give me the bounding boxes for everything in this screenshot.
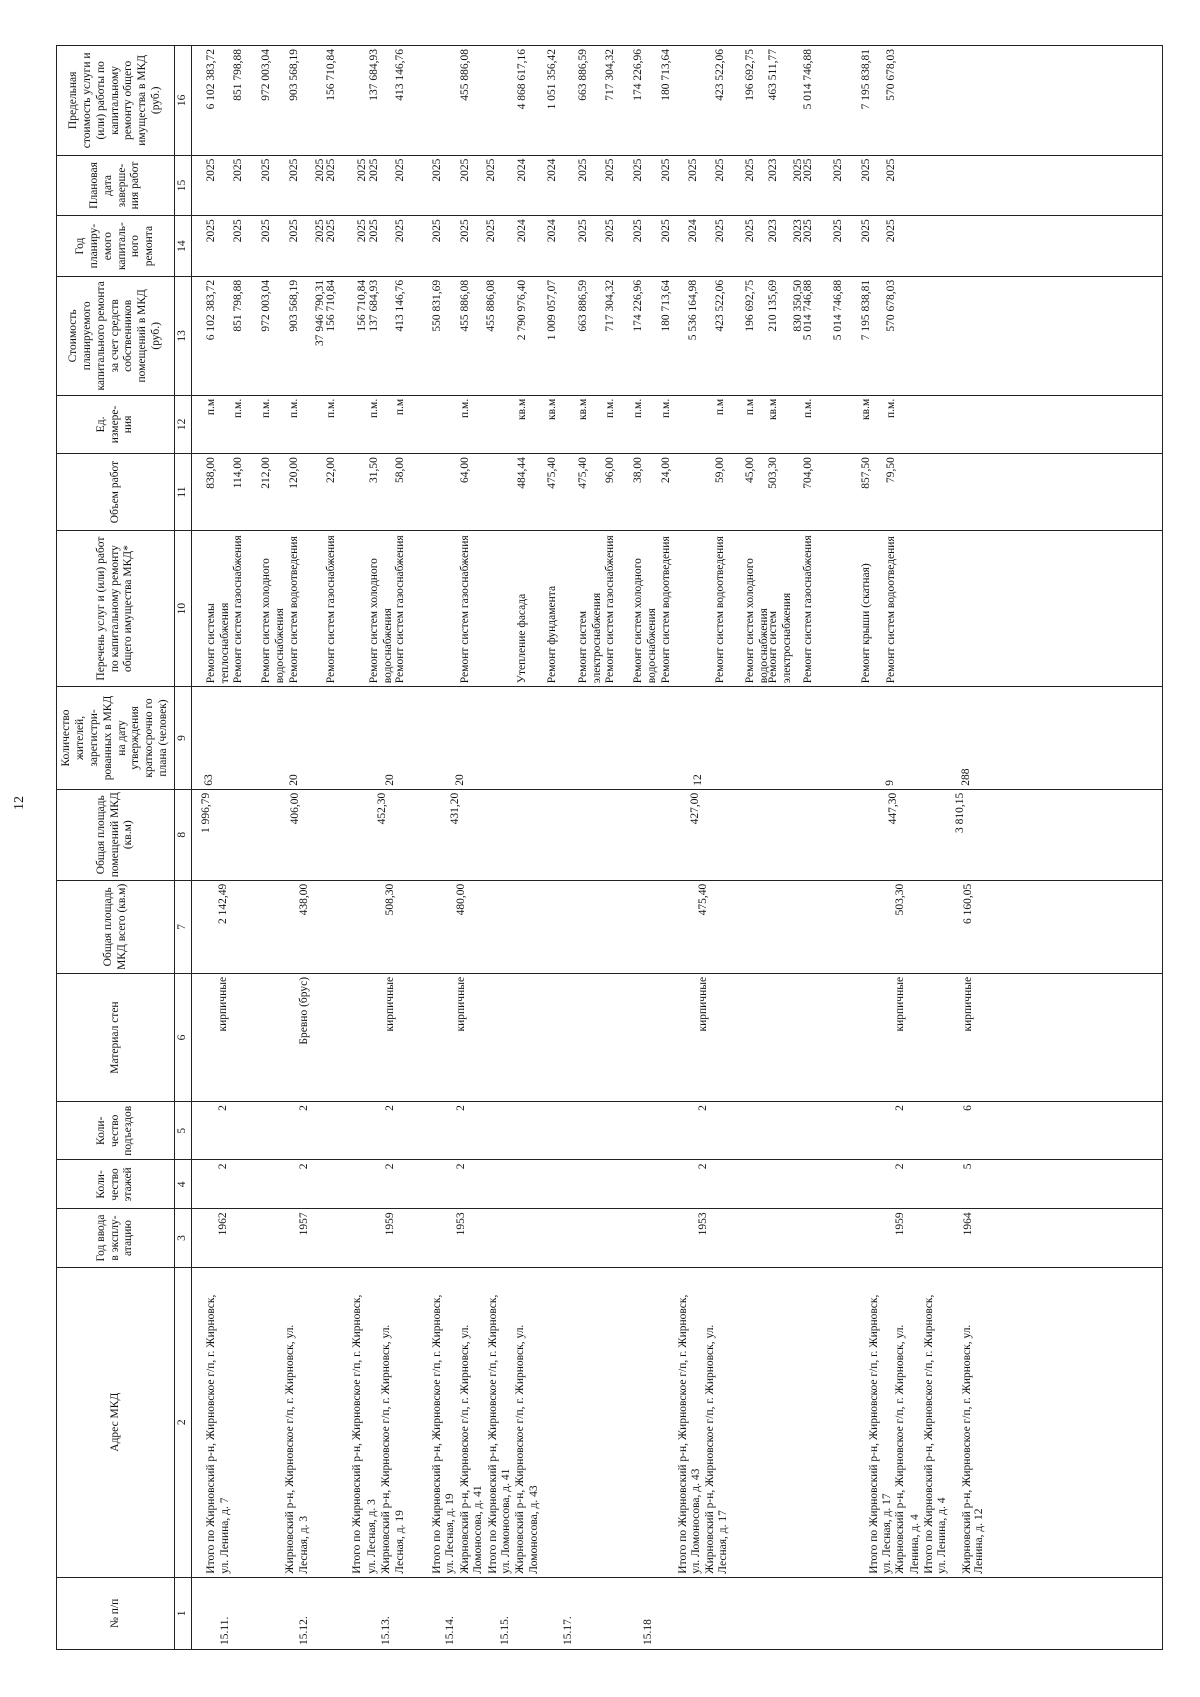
cell-text: 2025 (288, 158, 300, 182)
cell-text: Ремонт систем газоснабжения (232, 535, 244, 684)
header-row (57, 46, 175, 1650)
cell-text: ул. Ленина, д. 7 (219, 1497, 231, 1574)
cell-text: п.м (205, 398, 217, 416)
cell-text: п.м (394, 398, 406, 416)
column-number: 12 (175, 395, 192, 453)
cell-text: 406,00 (289, 792, 301, 825)
cell-text: ул. Ленина, д. 4 (936, 1497, 948, 1574)
cell-text: 972 003,04 (260, 279, 272, 332)
cell-text: 37 946 790,31 (314, 279, 326, 347)
header-cell: Коли-чество этажей (57, 1160, 175, 1209)
cell-text: 5 014 746,88 (802, 279, 814, 341)
cell-text: 851 798,88 (232, 279, 244, 332)
cell-text: 31,50 (368, 457, 380, 483)
cell-text: кирпичные (217, 976, 229, 1032)
column-body (192, 880, 1163, 973)
cell-text: 484,44 (516, 457, 528, 489)
cell-text: 2025 (368, 158, 380, 182)
header-cell: Общая площадь МКД всего (кв.м) (57, 880, 175, 973)
cell-text: 838,00 (205, 457, 217, 489)
cell-text: 2025 (459, 158, 471, 182)
cell-text: 6 102 383,72 (205, 279, 217, 341)
cell-text: Утепление фасада (516, 593, 528, 684)
cell-text: 5 536 164,98 (687, 279, 699, 341)
cell-text: 2025 (792, 158, 804, 182)
cell-text: 427,00 (689, 792, 701, 825)
cell-text: Жирновский р-н, Жирновское г/п, г. Жирновск, ул. (284, 1324, 296, 1574)
cell-text: 2024 (516, 219, 528, 243)
column-body (192, 1577, 1163, 1649)
cell-text: 2025 (802, 158, 814, 182)
column-body (192, 395, 1163, 453)
cell-text: 2025 (802, 219, 814, 243)
cell-text: 2025 (232, 158, 244, 182)
cell-text: 2 (894, 1163, 906, 1170)
cell-text: п.м (744, 398, 756, 416)
cell-text: Итого по Жирновский р-н, Жирновское г/п, г. Жирновск, (431, 1294, 443, 1574)
column-number: 4 (175, 1160, 192, 1209)
cell-text: 20 (454, 774, 466, 786)
cell-text: 438,00 (298, 883, 310, 916)
cell-text: 2025 (356, 158, 368, 182)
cell-text: п.м. (604, 398, 616, 418)
header-cell: Коли-чество подъездов (57, 1102, 175, 1160)
column-body (192, 973, 1163, 1101)
cell-text: 2 142,49 (217, 883, 229, 924)
cell-text: 5 (962, 1163, 974, 1170)
cell-text: Итого по Жирновский р-н, Жирновское г/п, г. Жирновск, (351, 1294, 363, 1574)
cell-text: 2025 (860, 219, 872, 243)
cell-text: Ремонт систем холодного водоснабжения (260, 558, 286, 684)
cell-text: 174 226,96 (632, 49, 644, 101)
cell-text: Итого по Жирновский р-н, Жирновское г/п, г. Жирновск, (868, 1294, 880, 1574)
cell-text: 663 886,59 (577, 49, 589, 101)
cell-text: Жирновский р-н, Жирновское г/п, г. Жирновск, ул. (514, 1324, 526, 1574)
cell-text: Жирновский р-н, Жирновское г/п, г. Жирновск, ул. (961, 1324, 973, 1574)
cell-text: Жирновский р-н, Жирновское г/п, г. Жирновск, ул. (380, 1324, 392, 1574)
cell-text: 196 692,75 (744, 49, 756, 101)
cell-text: 2025 (604, 219, 616, 243)
cell-text: п.м. (368, 398, 380, 418)
cell-text: 2025 (885, 158, 897, 182)
cell-text: кв.м (767, 398, 779, 420)
cell-text: 413 146,76 (394, 279, 406, 332)
cell-text: п.м. (802, 398, 814, 418)
cell-text: кирпичные (894, 976, 906, 1032)
cell-text: Лесная, д. 19 (394, 1510, 406, 1574)
cell-text: Ремонт систем газоснабжения (325, 535, 337, 684)
header-cell: Год планиру-емого капиталь-ного ремонта (57, 216, 175, 277)
cell-text: кв.м (516, 398, 528, 420)
cell-text: 20 (288, 774, 300, 786)
cell-text: 2 (894, 1105, 906, 1111)
header-cell: Год ввода в эксплу-атацию (57, 1209, 175, 1267)
column-body (192, 1102, 1163, 1160)
cell-text: 857,50 (860, 457, 872, 489)
cell-text: 156 710,84 (325, 279, 337, 332)
cell-text: Ремонт систем газоснабжения (459, 535, 471, 684)
cell-text: 1953 (455, 1212, 467, 1236)
column-number: 2 (175, 1267, 192, 1577)
column-number: 16 (175, 46, 192, 156)
cell-text: 20 (384, 774, 396, 786)
cell-text: Жирновский р-н, Жирновское г/п, г. Жирновск, ул. (704, 1324, 716, 1574)
column-number: 14 (175, 216, 192, 277)
cell-text: 38,00 (632, 457, 644, 483)
cell-text: 2 (298, 1105, 310, 1111)
cell-text: 2025 (744, 219, 756, 243)
cell-text: 455 886,08 (459, 279, 471, 332)
cell-text: 2 (384, 1105, 396, 1111)
cell-text: п.м. (325, 398, 337, 418)
cell-text: 972 003,04 (260, 49, 272, 101)
cell-text: 12 (692, 774, 704, 786)
cell-text: 2025 (459, 219, 471, 243)
cell-text: 15.15. (499, 1616, 511, 1645)
column-body (192, 530, 1163, 686)
cell-text: 2025 (860, 158, 872, 182)
cell-text: Ремонт систем холодного водоснабжения (368, 558, 394, 684)
cell-text: 452,30 (376, 792, 388, 825)
cell-text: ул. Ломоносова, д. 41 (500, 1468, 512, 1574)
cell-text: кв.м (860, 398, 872, 420)
cell-text: Ремонт системы теплоснабжения (205, 602, 231, 684)
cell-text: 2025 (260, 158, 272, 182)
cell-text: 717 304,32 (604, 49, 616, 101)
cell-text: 2024 (546, 158, 558, 182)
cell-text: Жирновский р-н, Жирновское г/п, г. Жирновск, ул. (459, 1324, 471, 1574)
cell-text: 15.14. (444, 1616, 456, 1645)
column-body (192, 1267, 1163, 1577)
column-number: 5 (175, 1102, 192, 1160)
cell-text: Итого по Жирновский р-н, Жирновское г/п, г. Жирновск, (677, 1294, 689, 1574)
column-body (192, 1160, 1163, 1209)
cell-text: п.м. (260, 398, 272, 418)
cell-text: 717 304,32 (604, 279, 616, 332)
cell-text: 2025 (485, 158, 497, 182)
cell-text: 64,00 (459, 457, 471, 483)
cell-text: 212,00 (260, 457, 272, 489)
cell-text: ул. Лесная, д. 3 (366, 1499, 378, 1574)
header-cell: Количество жителей, зарегистри-рованных в МКД на дату утверждения краткосрочно го плана (человек) (57, 687, 175, 790)
cell-text: Ремонт крыши (скатная) (860, 563, 872, 684)
cell-text: 15.17. (562, 1616, 574, 1645)
cell-text: Ремонт систем водоотведения (660, 536, 672, 684)
cell-text: 2023 (792, 219, 804, 243)
cell-text: п.м. (885, 398, 897, 418)
column-number: 7 (175, 880, 192, 973)
cell-text: ул. Ломоносова, д. 43 (690, 1468, 702, 1574)
cell-text: кирпичные (455, 976, 467, 1032)
cell-text: Ленина, д. 12 (973, 1508, 985, 1574)
cell-text: 2025 (714, 158, 726, 182)
cell-text: 2 (697, 1163, 709, 1170)
column-body (192, 276, 1163, 395)
cell-text: 180 713,64 (660, 279, 672, 332)
cell-text: 15.11. (219, 1616, 231, 1645)
cell-text: 2 (697, 1105, 709, 1111)
column-body (192, 46, 1163, 156)
cell-text: 1 009 057,07 (546, 279, 558, 341)
header-cell: Предельная стоимость услуги и (или) работы по капитальному ремонту общего имущества в МКД (руб.) (57, 46, 175, 156)
cell-text: 6 102 383,72 (205, 49, 217, 110)
cell-text: 2025 (325, 219, 337, 243)
cell-text: п.м. (232, 398, 244, 418)
column-number: 10 (175, 530, 192, 686)
cell-text: 455 886,08 (485, 279, 497, 332)
cell-text: 423 522,06 (714, 279, 726, 332)
cell-text: 2024 (516, 158, 528, 182)
cell-text: 2025 (260, 219, 272, 243)
cell-text: Лесная, д. 3 (298, 1515, 310, 1574)
cell-text: п.м. (632, 398, 644, 418)
column-number: 8 (175, 789, 192, 880)
cell-text: 2025 (687, 158, 699, 182)
cell-text: 508,30 (384, 883, 396, 916)
cell-text: 475,40 (577, 457, 589, 489)
cell-text: 63 (203, 774, 215, 786)
cell-text: кирпичные (697, 976, 709, 1032)
cell-text: 550 831,69 (431, 279, 443, 332)
cell-text: 2 (217, 1163, 229, 1170)
cell-text: 3 810,15 (954, 792, 966, 834)
column-number: 15 (175, 155, 192, 216)
cell-text: 413 146,76 (394, 49, 406, 101)
cell-text: 45,00 (744, 457, 756, 483)
cell-text: 96,00 (604, 457, 616, 483)
cell-text: 851 798,88 (232, 49, 244, 101)
cell-text: 503,30 (767, 457, 779, 489)
column-number: 1 (175, 1577, 192, 1649)
cell-text: 137 684,93 (368, 279, 380, 332)
cell-text: 24,00 (660, 457, 672, 483)
cell-text: 830 350,50 (792, 279, 804, 332)
cell-text: 570 678,03 (885, 49, 897, 101)
column-body (192, 216, 1163, 277)
cell-text: 1964 (962, 1212, 974, 1236)
column-number: 13 (175, 276, 192, 395)
cell-text: 431,20 (449, 792, 461, 825)
header-cell: Стоимость планируемого капитального ремонта за счет средств собственников помещений в МКД (руб.) (57, 276, 175, 395)
cell-text: 2 (217, 1105, 229, 1111)
cell-text: 7 195 838,81 (860, 49, 872, 110)
header-cell: Адрес МКД (57, 1267, 175, 1577)
cell-text: 475,40 (697, 883, 709, 916)
column-body (192, 454, 1163, 531)
cell-text: 156 710,84 (356, 279, 368, 332)
header-cell: Объем работ (57, 454, 175, 531)
cell-text: п.м. (660, 398, 672, 418)
cell-text: 423 522,06 (714, 49, 726, 101)
cell-text: 2025 (485, 219, 497, 243)
cell-text: 2 (384, 1163, 396, 1170)
cell-text: ул. Лесная, д. 17 (881, 1493, 893, 1574)
cell-text: 2025 (431, 158, 443, 182)
cell-text: Ремонт систем водоотведения (714, 536, 726, 684)
cell-text: 7 195 838,81 (860, 279, 872, 341)
column-body (192, 687, 1163, 790)
cell-text: 210 135,69 (767, 279, 779, 332)
column-body (192, 155, 1163, 216)
cell-text: Ломоносова, д. 41 (472, 1485, 484, 1574)
column-number-row (175, 46, 192, 1650)
cell-text: 1962 (217, 1212, 229, 1236)
cell-text: 2 (298, 1163, 310, 1170)
cell-text: 79,50 (885, 457, 897, 483)
cell-text: 180 713,64 (660, 49, 672, 101)
column-body (192, 789, 1163, 880)
cell-text: 2 (455, 1163, 467, 1170)
cell-text: 15.13. (380, 1616, 392, 1645)
cell-text: Итого по Жирновский р-н, Жирновское г/п, г. Жирновск, (487, 1294, 499, 1574)
cell-text: 120,00 (288, 457, 300, 489)
cell-text: Ремонт систем холодного водоснабжения (632, 558, 658, 684)
cell-text: 58,00 (394, 457, 406, 483)
cell-text: 1959 (384, 1212, 396, 1236)
cell-text: 2024 (687, 219, 699, 243)
cell-text: Ремонт систем газоснабжения (802, 535, 814, 684)
cell-text: Ленина, д. 4 (909, 1514, 921, 1574)
cell-text: Ремонт систем газоснабжения (394, 535, 406, 684)
cell-text: п.м. (459, 398, 471, 418)
cell-text: 15.12. (298, 1616, 310, 1645)
cell-text: 1 051 356,42 (546, 49, 558, 110)
cell-text: 6 (962, 1105, 974, 1111)
cell-text: 2025 (885, 219, 897, 243)
cell-text: 2025 (205, 219, 217, 243)
cell-text: Ремонт систем электроснабжения (767, 592, 793, 684)
cell-text: 2025 (314, 158, 326, 182)
cell-text: кв.м (546, 398, 558, 420)
cell-text: Итого по Жирновский р-н, Жирновское г/п, г. Жирновск, (205, 1294, 217, 1574)
column-number: 11 (175, 454, 192, 531)
cell-text: 2025 (431, 219, 443, 243)
cell-text: 5 014 746,88 (832, 279, 844, 341)
cell-text: 2025 (604, 158, 616, 182)
cell-text: 903 568,19 (288, 49, 300, 101)
cell-text: 288 (960, 768, 972, 786)
cell-text: Ремонт систем водоотведения (288, 536, 300, 684)
header-cell: Плановая дата заверше-ния работ (57, 155, 175, 216)
cell-text: 475,40 (546, 457, 558, 489)
cell-text: Ломоносова, д. 43 (528, 1485, 540, 1574)
cell-text: 2025 (660, 219, 672, 243)
cell-text: 2025 (744, 158, 756, 182)
cell-text: п.м (714, 398, 726, 416)
cell-text: 4 868 617,16 (516, 49, 528, 110)
cell-text: 2025 (660, 158, 672, 182)
header-cell: Общая площадь помещений МКД (кв.м) (57, 789, 175, 880)
cell-text: 6 160,05 (962, 883, 974, 924)
cell-text: 5 014 746,88 (802, 49, 814, 110)
cell-text: 2025 (368, 219, 380, 243)
cell-text: 1953 (697, 1212, 709, 1236)
cell-text: Жирновский р-н, Жирновское г/п, г. Жирновск, ул. (894, 1324, 906, 1574)
capital-repair-table (56, 45, 1163, 1650)
cell-text: 114,00 (232, 457, 244, 489)
cell-text: 2025 (394, 219, 406, 243)
cell-text: Бревно (брус) (298, 976, 310, 1045)
cell-text: 9 (884, 780, 896, 786)
cell-text: Ремонт систем холодного водоснабжения (744, 558, 770, 684)
cell-text: Ремонт систем электроснабжения (577, 592, 603, 684)
cell-text: 196 692,75 (744, 279, 756, 332)
cell-text: 2025 (632, 219, 644, 243)
cell-text: 570 678,03 (885, 279, 897, 332)
cell-text: Итого по Жирновский р-н, Жирновское г/п, г. Жирновск, (923, 1294, 935, 1574)
cell-text: 15.18 (642, 1619, 654, 1645)
column-number: 9 (175, 687, 192, 790)
rotated-table-wrapper (56, 45, 1161, 1650)
cell-text: 2025 (314, 219, 326, 243)
header-cell: Материал стен (57, 973, 175, 1101)
cell-text: 137 684,93 (368, 49, 380, 101)
cell-text: 2025 (577, 158, 589, 182)
cell-text: 1 996,79 (200, 792, 212, 834)
table-body-row (192, 46, 1163, 1650)
cell-text: 2025 (356, 219, 368, 243)
cell-text: 480,00 (455, 883, 467, 916)
cell-text: Ремонт систем газоснабжения (604, 535, 616, 684)
cell-text: 156 710,84 (325, 49, 337, 101)
cell-text: 2025 (288, 219, 300, 243)
cell-text: ул. Лесная, д. 19 (444, 1493, 456, 1574)
column-number: 3 (175, 1209, 192, 1267)
cell-text: 903 568,19 (288, 279, 300, 332)
cell-text: 455 886,08 (459, 49, 471, 101)
cell-text: 2023 (767, 158, 779, 182)
cell-text: 2 (455, 1105, 467, 1111)
cell-text: 2025 (394, 158, 406, 182)
cell-text: 22,00 (325, 457, 337, 483)
cell-text: 1959 (894, 1212, 906, 1236)
cell-text: 2025 (832, 219, 844, 243)
cell-text: 2024 (546, 219, 558, 243)
cell-text: 174 226,96 (632, 279, 644, 332)
cell-text: 1957 (298, 1212, 310, 1236)
cell-text: 463 511,77 (767, 49, 779, 101)
cell-text: 2025 (714, 219, 726, 243)
cell-text: 2025 (832, 158, 844, 182)
column-body (192, 1209, 1163, 1267)
header-cell: Ед. измере-ния (57, 395, 175, 453)
cell-text: п.м. (288, 398, 300, 418)
cell-text: 704,00 (802, 457, 814, 489)
cell-text: Ремонт фундамента (546, 585, 558, 684)
cell-text: 2025 (205, 158, 217, 182)
cell-text: 59,00 (714, 457, 726, 483)
cell-text: 2025 (632, 158, 644, 182)
cell-text: 2023 (767, 219, 779, 243)
cell-text: Ремонт систем водоотведения (885, 536, 897, 684)
cell-text: 2025 (325, 158, 337, 182)
cell-text: Лесная, д. 17 (717, 1510, 729, 1574)
cell-text: 2025 (232, 219, 244, 243)
cell-text: 447,30 (887, 792, 899, 825)
column-number: 6 (175, 973, 192, 1101)
cell-text: кв.м (577, 398, 589, 420)
cell-text: кирпичные (962, 976, 974, 1032)
cell-text: 503,30 (894, 883, 906, 916)
cell-text: кирпичные (384, 976, 396, 1032)
cell-text: 2025 (577, 219, 589, 243)
header-cell: Перечень услуг и (или) работ по капитальному ремонту общего имущества МКД* (57, 530, 175, 686)
page-number: 12 (12, 796, 27, 810)
cell-text: 2 790 976,40 (516, 279, 528, 341)
cell-text: 663 886,59 (577, 279, 589, 332)
header-cell: № п/п (57, 1577, 175, 1649)
